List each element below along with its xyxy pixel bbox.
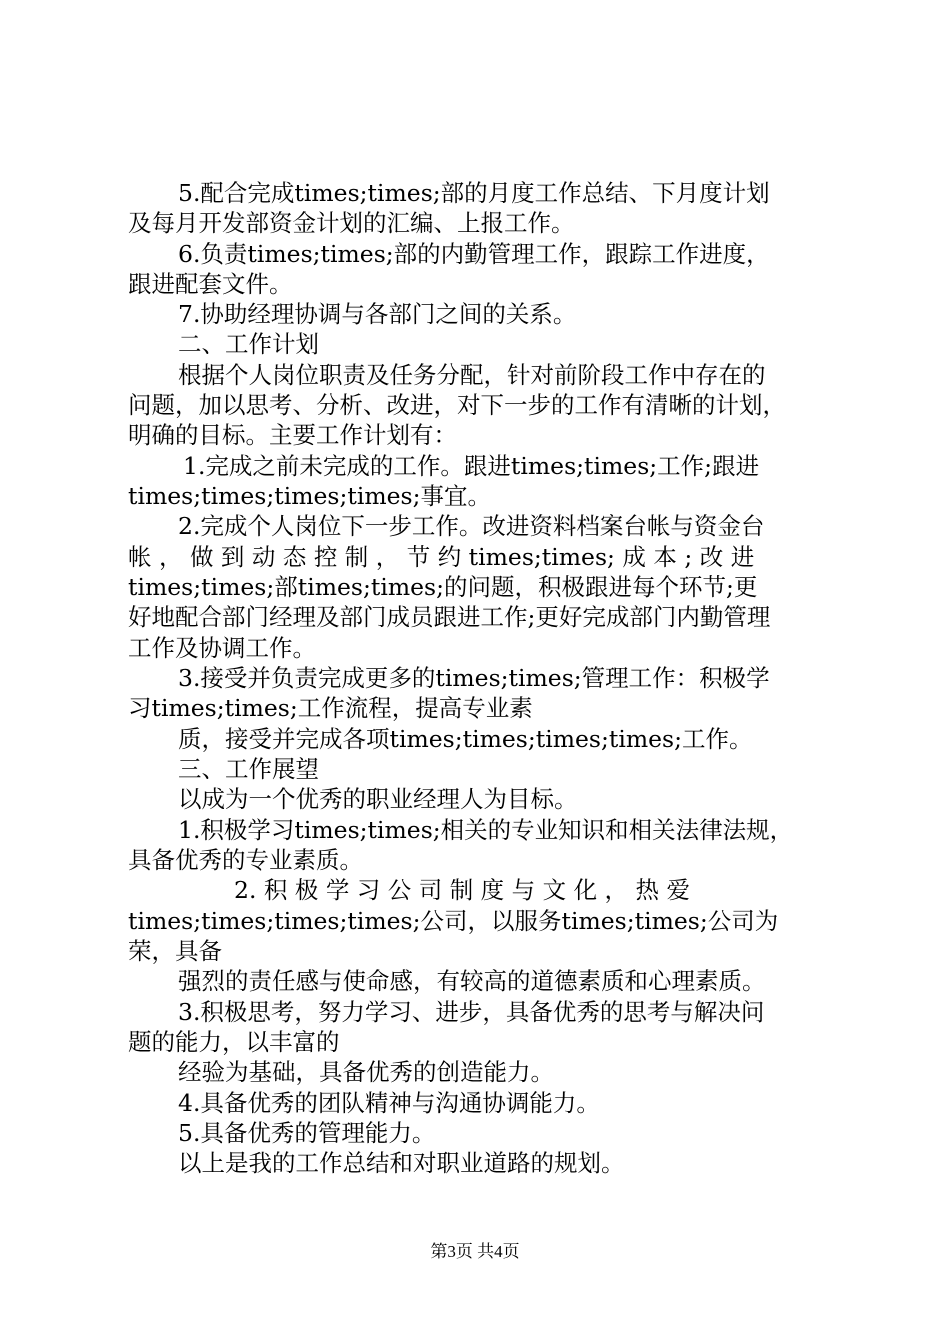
text-line: times;times;times;times;公司，以服务times;times;公司为	[128, 907, 779, 935]
text-line: 工作及协调工作。	[128, 634, 316, 662]
section-heading: 二、工作计划	[178, 330, 319, 358]
text-line: 经验为基础，具备优秀的创造能力。	[178, 1058, 554, 1086]
text-line: times;times;部times;times;的问题，积极跟进每个环节;更	[128, 573, 758, 601]
text-line: times;times;times;times;事宜。	[128, 482, 492, 510]
text-line: 好地配合部门经理及部门成员跟进工作;更好完成部门内勤管理	[128, 603, 771, 631]
text-line: 及每月开发部资金计划的汇编、上报工作。	[128, 209, 575, 237]
text-line: 5.配合完成times;times;部的月度工作总结、下月度计划	[178, 179, 770, 207]
text-line: 5.具备优秀的管理能力。	[178, 1119, 436, 1147]
text-line: 4.具备优秀的团队精神与沟通协调能力。	[178, 1089, 600, 1117]
text-line: 2. 积 极 学 习 公 司 制 度 与 文 化 ， 热 爱	[234, 876, 691, 904]
text-line: 3.接受并负责完成更多的times;times;管理工作：积极学	[178, 664, 770, 692]
text-line: 习times;times;工作流程，提高专业素	[128, 694, 533, 722]
text-line: 题的能力，以丰富的	[128, 1028, 340, 1056]
text-line: 2.完成个人岗位下一步工作。改进资料档案台帐与资金台	[178, 512, 765, 540]
text-line: 强烈的责任感与使命感，有较高的道德素质和心理素质。	[178, 967, 766, 995]
text-line: 1.完成之前未完成的工作。跟进times;times;工作;跟进	[183, 452, 760, 480]
text-line: 3.积极思考，努力学习、进步，具备优秀的思考与解决问	[178, 998, 765, 1026]
text-line: 1.积极学习times;times;相关的专业知识和相关法律法规，	[178, 816, 794, 844]
text-line: 明确的目标。主要工作计划有：	[128, 421, 457, 449]
text-line: 6.负责times;times;部的内勤管理工作，跟踪工作进度，	[178, 240, 770, 268]
text-line: 质，接受并完成各项times;times;times;times;工作。	[178, 725, 753, 753]
text-line: 跟进配套文件。	[128, 270, 293, 298]
text-line: 以上是我的工作总结和对职业道路的规划。	[178, 1149, 625, 1177]
text-line: 以成为一个优秀的职业经理人为目标。	[178, 785, 578, 813]
text-line: 7.协助经理协调与各部门之间的关系。	[178, 300, 577, 328]
text-line: 帐 ， 做 到 动 态 控 制 ， 节 约 times;times; 成 本 ; 改 进	[128, 543, 755, 571]
page-number-footer: 第3页 共4页	[430, 1242, 520, 1261]
text-line: 荣，具备	[128, 937, 222, 965]
text-line: 问题，加以思考、分析、改进，对下一步的工作有清晰的计划，	[128, 391, 786, 419]
text-line: 具备优秀的专业素质。	[128, 846, 363, 874]
text-line: 根据个人岗位职责及任务分配，针对前阶段工作中存在的	[178, 361, 766, 389]
section-heading: 三、工作展望	[178, 755, 319, 783]
